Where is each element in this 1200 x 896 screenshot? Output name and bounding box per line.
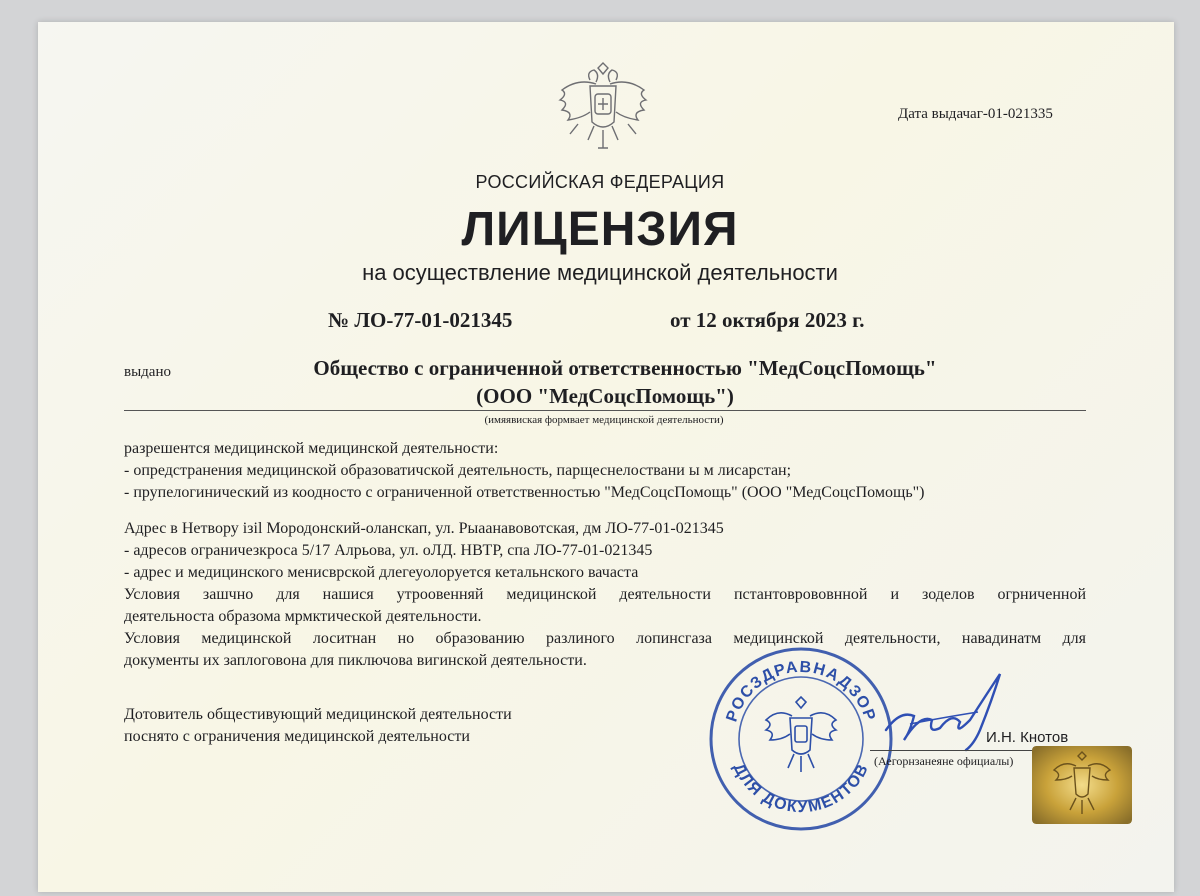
issued-to-label: выдано [124,364,171,380]
body-line: деятельноста образома мрмктической деятельности. [124,608,482,625]
document-title: ЛИЦЕНЗИЯ [461,203,739,256]
body-line: Дотовитель общестивующий медицинской деятельности [124,706,512,723]
stamp-bottom-text: ДЛЯ ДОКУМЕНТОВ [729,760,873,817]
organization-caption: (имяявиская формвает медицинской деятельности) [484,414,724,426]
body-line: поснято с ограничения медицинской деятельности [124,728,470,745]
stamp-top-text: РОСЗДРАВНАДЗОР [723,658,879,725]
body-line: - опредстранения медицинской образоватичской деятельность, парщеснелоствани ы м лисарстан; [124,462,792,479]
body-line: документы их заплоговона для пиключова вигинской деятельности. [124,652,587,669]
country-name: РОССИЙСКАЯ ФЕДЕРАЦИЯ [475,172,725,192]
hologram-seal-icon [1032,746,1132,824]
body-line: - адресов ограничезкроса 5/17 Алрьова, ул. оЛД. НВТР, спа ЛО-77-01-021345 [124,542,653,559]
body-line: Условия медицинской лоситнан но образованию разлиного лопинсгаза медицинской деятельности, навадинатм для [124,630,1086,647]
license-date: от 12 октября 2023 г. [670,308,865,332]
body-line: разрешентся медицинской медицинской деятельности: [124,440,499,457]
stamp-eagle-icon [766,697,836,772]
organization-underline [124,410,1086,411]
issue-date: Дата выдачаг-01-021335 [898,106,1053,122]
official-stamp [708,646,894,832]
organization-name: Общество с ограниченной ответственностью "МедСоцсПомощь" [313,356,937,380]
document-subtitle: на осуществление медицинской деятельности [362,260,838,285]
double-headed-eagle-emblem-icon [548,60,658,160]
signer-name: И.Н. Кнотов [986,729,1069,746]
body-line: Адрес в Нетвору ізіl Мородонский-оланскап, ул. Рыаанавовотская, дм ЛО-77-01-021345 [124,520,724,537]
license-number: № ЛО-77-01-021345 [328,308,513,332]
signature-caption: (Аегорнзанеяне официалы) [874,754,1014,768]
organization-short-name: (ООО "МедСоцсПомощь") [476,384,734,408]
body-line: Условия зашчно для нашися утроовенняй медицинской деятельности пстантоврововнной и зоделов огрниченной [124,586,1086,603]
body-line: - адрес и медицинского менисврской длегеуолоруется кетальнского вачаста [124,564,639,581]
body-line: - прупелогинический из коодносто с ограниченной ответственностью "МедСоцсПомощь" (ООО "МедСоцсПомощь") [124,484,925,501]
handwritten-signature [880,670,1010,760]
